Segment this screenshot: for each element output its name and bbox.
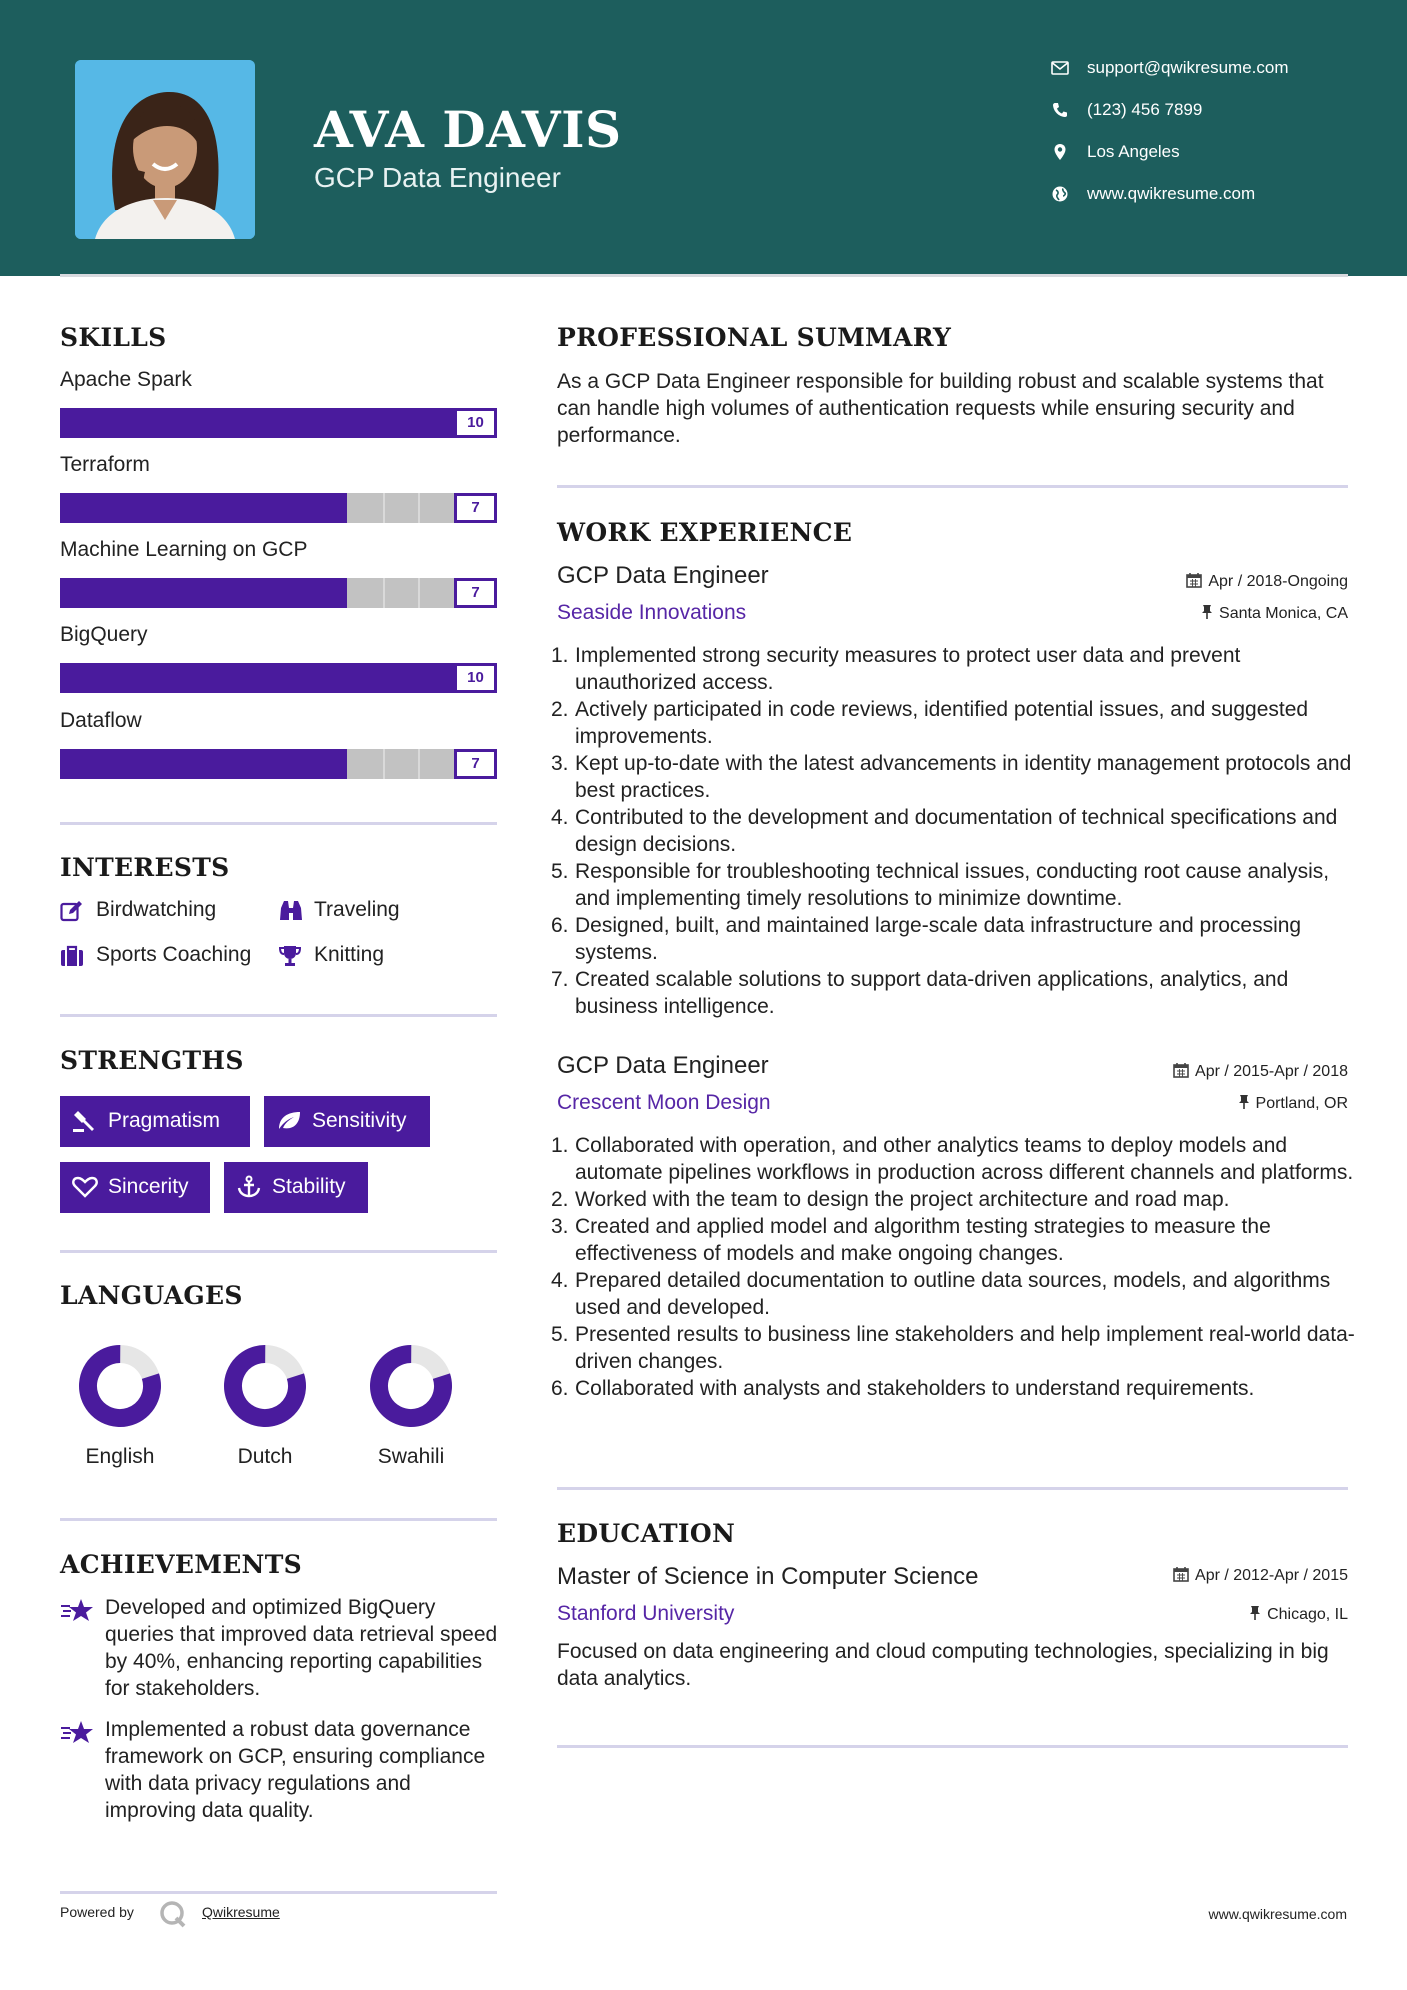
achievement-text: Implemented a robust data governance framework on GCP, ensuring compliance with data privacy regulations and improving data quality.: [105, 1718, 486, 1822]
skill-item: [60, 709, 497, 772]
responsibility-text: Created and applied model and algorithm testing strategies to measure the effectiveness of models and make ongoing changes.: [575, 1215, 1271, 1265]
languages-heading: LANGUAGES: [60, 1281, 243, 1310]
responsibility-number: 5.: [551, 1323, 569, 1346]
summary-heading: PROFESSIONAL SUMMARY: [557, 323, 952, 352]
pencil-square-icon: [60, 900, 84, 922]
contact-website-text: www.qwikresume.com: [1087, 184, 1256, 203]
responsibility-number: 1.: [551, 644, 569, 667]
strength-badge: [224, 1162, 368, 1213]
responsibility-text: Contributed to the development and documentation of technical specifications and design decisions.: [575, 806, 1338, 856]
language-donut: [368, 1343, 454, 1429]
section-divider: [60, 1014, 497, 1017]
responsibility-item: [551, 966, 1357, 1020]
skill-bar-segment: [418, 493, 420, 523]
responsibility-item: [551, 912, 1357, 966]
responsibility-text: Prepared detailed documentation to outline data sources, models, and algorithms used and developed.: [575, 1269, 1331, 1319]
responsibility-item: [551, 858, 1357, 912]
education-location: [1249, 1605, 1348, 1624]
job-location-text: Portland, OR: [1255, 1095, 1348, 1112]
qwikresume-link[interactable]: Qwikresume: [202, 1904, 280, 1920]
interest-label: Sports Coaching: [96, 943, 252, 966]
strength-badge: [60, 1162, 210, 1213]
job-responsibilities: [551, 1132, 1357, 1402]
education-dates: [1173, 1566, 1348, 1585]
header-divider: [60, 274, 1348, 277]
section-divider: [60, 822, 497, 825]
skill-bar-fill: [60, 408, 454, 438]
skill-bar-fill: [60, 493, 347, 523]
skill-bar-segment: [418, 578, 420, 608]
responsibility-item: [551, 750, 1357, 804]
language-name: Dutch: [237, 1445, 293, 1468]
language-item: [60, 1343, 180, 1469]
calendar-icon: [1173, 1566, 1189, 1582]
responsibility-item: [551, 1267, 1357, 1321]
responsibility-item: [551, 1132, 1357, 1186]
contact-location-text: Los Angeles: [1087, 142, 1180, 161]
map-pin-icon: [1050, 142, 1070, 162]
interest-label: Traveling: [314, 898, 400, 921]
language-item: [205, 1343, 325, 1469]
envelope-icon: [1050, 58, 1070, 78]
strengths-heading: STRENGTHS: [60, 1046, 244, 1075]
skill-item: [60, 453, 497, 516]
responsibility-number: 2.: [551, 1188, 569, 1211]
job-dates-text: Apr / 2018-Ongoing: [1208, 573, 1348, 590]
skill-item: [60, 538, 497, 601]
section-divider: [557, 1487, 1348, 1490]
education-heading: EDUCATION: [557, 1519, 736, 1548]
education-location-text: Chicago, IL: [1267, 1606, 1348, 1623]
skill-name: Machine Learning on GCP: [60, 538, 308, 561]
language-name: English: [85, 1445, 155, 1468]
achievement-text: Developed and optimized BigQuery queries that improved data retrieval speed by 40%, enhancing reporting capabilities for stakeholders.: [105, 1596, 498, 1700]
responsibility-text: Implemented strong security measures to protect user data and prevent unauthorized access.: [575, 644, 1241, 694]
responsibility-item: [551, 696, 1357, 750]
responsibility-number: 4.: [551, 1269, 569, 1292]
pushpin-icon: [1201, 604, 1213, 620]
job-location-text: Santa Monica, CA: [1219, 605, 1348, 622]
skill-name: Apache Spark: [60, 368, 192, 391]
qwikresume-logo-icon: [158, 1900, 188, 1928]
skill-item: [60, 368, 497, 431]
strength-label: Sensitivity: [312, 1109, 407, 1132]
responsibility-number: 2.: [551, 698, 569, 721]
section-divider: [557, 1745, 1348, 1748]
responsibility-number: 6.: [551, 1377, 569, 1400]
strength-label: Stability: [272, 1175, 346, 1198]
responsibility-text: Kept up-to-date with the latest advancements in identity management protocols and best practices.: [575, 752, 1352, 802]
contact-phone-text: (123) 456 7899: [1087, 100, 1203, 119]
skill-bar-segment: [383, 493, 385, 523]
globe-icon: [1050, 184, 1070, 204]
job-location: [1201, 604, 1348, 623]
anchor-icon: [236, 1175, 262, 1199]
language-item: [351, 1343, 471, 1469]
skill-bar-fill: [60, 663, 454, 693]
skill-item: [60, 623, 497, 686]
summary-text: As a GCP Data Engineer responsible for building robust and scalable systems that can handle high volumes of authentication requests while ensuring security and performance.: [557, 370, 1324, 447]
responsibility-item: [551, 804, 1357, 858]
responsibility-text: Worked with the team to design the project architecture and road map.: [575, 1188, 1230, 1211]
calendar-icon: [1173, 1062, 1189, 1078]
leaf-icon: [276, 1109, 302, 1133]
strength-badge: [264, 1096, 430, 1147]
responsibility-item: [551, 1375, 1357, 1402]
language-donut: [77, 1343, 163, 1429]
strength-badge: [60, 1096, 250, 1147]
skill-bar: [60, 408, 497, 438]
school-name: Stanford University: [557, 1602, 735, 1625]
responsibility-number: 4.: [551, 806, 569, 829]
responsibility-text: Presented results to business line stakeholders and help implement real-world data-driven changes.: [575, 1323, 1355, 1373]
skill-level-badge: 10: [454, 408, 497, 438]
strength-label: Sincerity: [108, 1175, 189, 1198]
responsibility-item: [551, 1186, 1357, 1213]
responsibility-item: [551, 642, 1357, 696]
skill-name: BigQuery: [60, 623, 148, 646]
skill-name: Dataflow: [60, 709, 142, 732]
gavel-icon: [72, 1109, 98, 1133]
skill-level-badge: 10: [454, 663, 497, 693]
responsibility-number: 5.: [551, 860, 569, 883]
profile-photo: [75, 60, 255, 239]
experience-heading: WORK EXPERIENCE: [557, 518, 853, 547]
star-icon: [60, 1720, 94, 1746]
job-dates: [1173, 1062, 1348, 1081]
trophy-icon: [278, 945, 302, 967]
job-dates: [1186, 572, 1348, 591]
powered-by-text: Powered by: [60, 1904, 134, 1920]
skill-bar-segment: [418, 749, 420, 779]
star-icon: [60, 1598, 94, 1624]
responsibility-text: Collaborated with operation, and other analytics teams to deploy models and automate pipelines workflows in production across different channels and platforms.: [575, 1134, 1354, 1184]
pushpin-icon: [1238, 1094, 1250, 1110]
skill-level-badge: 7: [454, 578, 497, 608]
job-title: GCP Data Engineer: [557, 1052, 769, 1079]
responsibility-number: 1.: [551, 1134, 569, 1157]
responsibility-text: Designed, built, and maintained large-scale data infrastructure and processing systems.: [575, 914, 1302, 964]
interests-heading: INTERESTS: [60, 853, 230, 882]
job-title: GCP Data Engineer: [557, 562, 769, 589]
section-divider: [557, 485, 1348, 488]
responsibility-number: 7.: [551, 968, 569, 991]
job-location: [1238, 1094, 1348, 1113]
job-company: Crescent Moon Design: [557, 1091, 771, 1114]
skill-bar: [60, 493, 497, 523]
strength-label: Pragmatism: [108, 1109, 221, 1132]
skills-heading: SKILLS: [60, 323, 167, 352]
skill-name: Terraform: [60, 453, 150, 476]
education-description: Focused on data engineering and cloud computing technologies, specializing in big data analytics.: [557, 1640, 1329, 1690]
responsibility-text: Responsible for troubleshooting technical issues, conducting root cause analysis, and implementing timely resolutions to minimize downtime.: [575, 860, 1330, 910]
job-responsibilities: [551, 642, 1357, 1020]
section-divider: [60, 1891, 497, 1894]
calendar-icon: [1186, 572, 1202, 588]
education-dates-text: Apr / 2012-Apr / 2015: [1195, 1567, 1348, 1584]
skill-bar-segment: [383, 578, 385, 608]
responsibility-item: [551, 1213, 1357, 1267]
language-donut: [222, 1343, 308, 1429]
section-divider: [60, 1518, 497, 1521]
responsibility-text: Collaborated with analysts and stakeholders to understand requirements.: [575, 1377, 1255, 1400]
skill-bar: [60, 578, 497, 608]
binoculars-icon: [278, 900, 304, 922]
responsibility-item: [551, 1321, 1357, 1375]
degree-title: Master of Science in Computer Science: [557, 1563, 979, 1590]
header-banner: [0, 0, 1407, 276]
footer-website[interactable]: www.qwikresume.com: [1208, 1906, 1347, 1922]
responsibility-text: Actively participated in code reviews, identified potential issues, and suggested improvements.: [575, 698, 1309, 748]
skill-bar-fill: [60, 749, 347, 779]
candidate-role: GCP Data Engineer: [314, 162, 561, 193]
skill-bar: [60, 663, 497, 693]
skill-level-badge: 7: [454, 493, 497, 523]
skill-bar: [60, 749, 497, 779]
briefcase-icon: [60, 945, 84, 967]
responsibility-number: 3.: [551, 752, 569, 775]
job-dates-text: Apr / 2015-Apr / 2018: [1195, 1063, 1348, 1080]
footer-powered-by: [60, 1904, 280, 1920]
interest-label: Knitting: [314, 943, 385, 966]
skill-bar-segment: [383, 749, 385, 779]
pushpin-icon: [1249, 1605, 1261, 1621]
skill-bar-fill: [60, 578, 347, 608]
contact-email-text: support@qwikresume.com: [1087, 58, 1289, 77]
language-name: Swahili: [377, 1445, 445, 1468]
responsibility-number: 6.: [551, 914, 569, 937]
skill-level-badge: 7: [454, 749, 497, 779]
candidate-name: AVA DAVIS: [314, 100, 622, 159]
interest-label: Birdwatching: [96, 898, 217, 921]
responsibility-number: 3.: [551, 1215, 569, 1238]
achievements-heading: ACHIEVEMENTS: [60, 1550, 302, 1579]
heart-icon: [72, 1175, 98, 1199]
responsibility-text: Created scalable solutions to support data-driven applications, analytics, and business intelligence.: [575, 968, 1289, 1018]
section-divider: [60, 1250, 497, 1253]
phone-icon: [1050, 100, 1070, 120]
job-company: Seaside Innovations: [557, 601, 747, 624]
